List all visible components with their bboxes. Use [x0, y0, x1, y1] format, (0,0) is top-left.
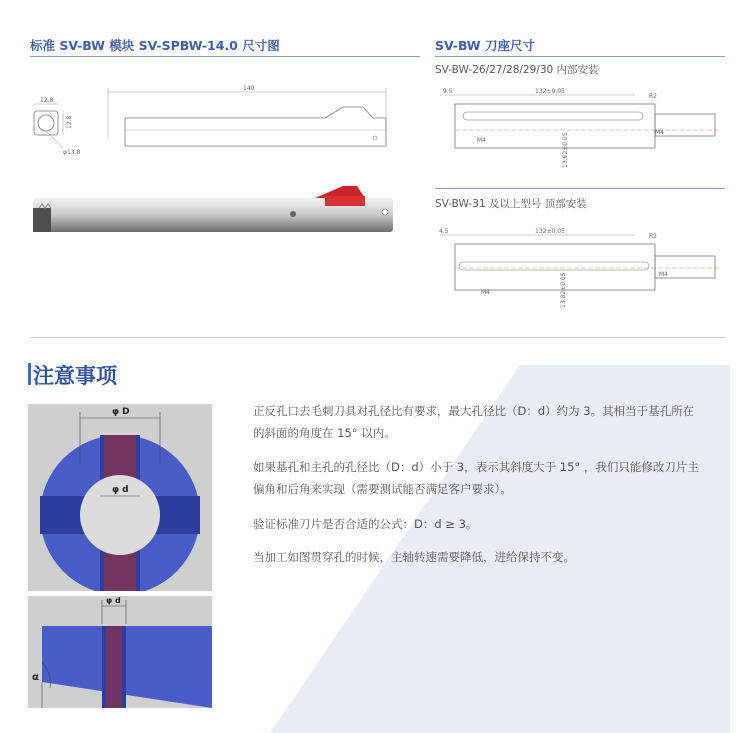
section2-title: SV-BW 刀座尺寸 — [435, 38, 535, 53]
inclined-hole-figure — [28, 596, 212, 708]
holder-drawing-internal — [435, 84, 735, 184]
side-view — [108, 85, 386, 146]
side-length-label: 140 — [243, 85, 255, 92]
end-height-label: 12.8 — [66, 115, 73, 129]
b-height-dim: 13.82±0.05 — [560, 272, 567, 308]
note-paragraph-1: 正反孔口去毛刺刀具对孔径比有要求，最大孔径比（D：d）约为 3。其相当于基孔所在的斜面的角度在 15° 以内。 — [253, 404, 695, 440]
section2-mid-rule — [435, 188, 725, 189]
holder-drawing-top — [435, 222, 735, 322]
note-paragraph-4: 当加工如图贯穿孔的时候，主轴转速需要降低，进给保持不变。 — [253, 550, 575, 564]
notes-title: 注意事项 — [33, 364, 117, 388]
cross-hole-figure — [28, 404, 212, 591]
module-dimension-drawing — [25, 80, 420, 245]
a-thread-left: M4 — [477, 137, 486, 144]
a-span-dim: 132±0.05 — [535, 88, 565, 95]
note-paragraph-3: 验证标准刀片是否合适的公式：D：d ≥ 3。 — [253, 517, 478, 531]
a-height-dim: 13.62±0.05 — [562, 132, 569, 168]
end-dia-label: φ13.8 — [63, 149, 81, 156]
b-thread-right: M4 — [659, 271, 668, 278]
a-left-dim: 9.5 — [443, 88, 453, 95]
b-span-dim: 132±0.05 — [535, 228, 565, 235]
section1-rule — [30, 56, 420, 57]
note-paragraph-2: 如果基孔和主孔的孔径比（D：d）小于 3，表示其斜度大于 15° ，我们只能修改刀片主偏角和后角来实现（需要测试能否满足客户要求）。 — [253, 460, 699, 496]
drawing-a-subtitle: SV-BW-26/27/28/29/30 内部安装 — [435, 64, 599, 76]
outer-dia-label: φ D — [112, 407, 130, 417]
module-3d-render — [33, 186, 393, 232]
section2-rule — [435, 56, 725, 57]
section1-title: 标准 SV-BW 模块 SV-SPBW-14.0 尺寸图 — [30, 38, 280, 53]
end-width-label: 12.8 — [40, 97, 54, 104]
angle-label: α — [32, 672, 39, 683]
notes-title-bar — [28, 363, 31, 385]
a-radius: R2 — [649, 93, 657, 100]
fig2-dia-label: φ d — [106, 596, 121, 605]
end-view — [34, 97, 81, 156]
inner-dia-label: φ d — [112, 485, 129, 495]
drawing-b-subtitle: SV-BW-31 及以上型号 顶部安装 — [435, 198, 587, 210]
section-divider — [30, 337, 725, 338]
b-radius: R2 — [649, 233, 657, 240]
b-thread-left: M4 — [481, 289, 490, 296]
b-left-dim: 4.5 — [439, 228, 449, 235]
a-thread-right: M4 — [655, 129, 664, 136]
